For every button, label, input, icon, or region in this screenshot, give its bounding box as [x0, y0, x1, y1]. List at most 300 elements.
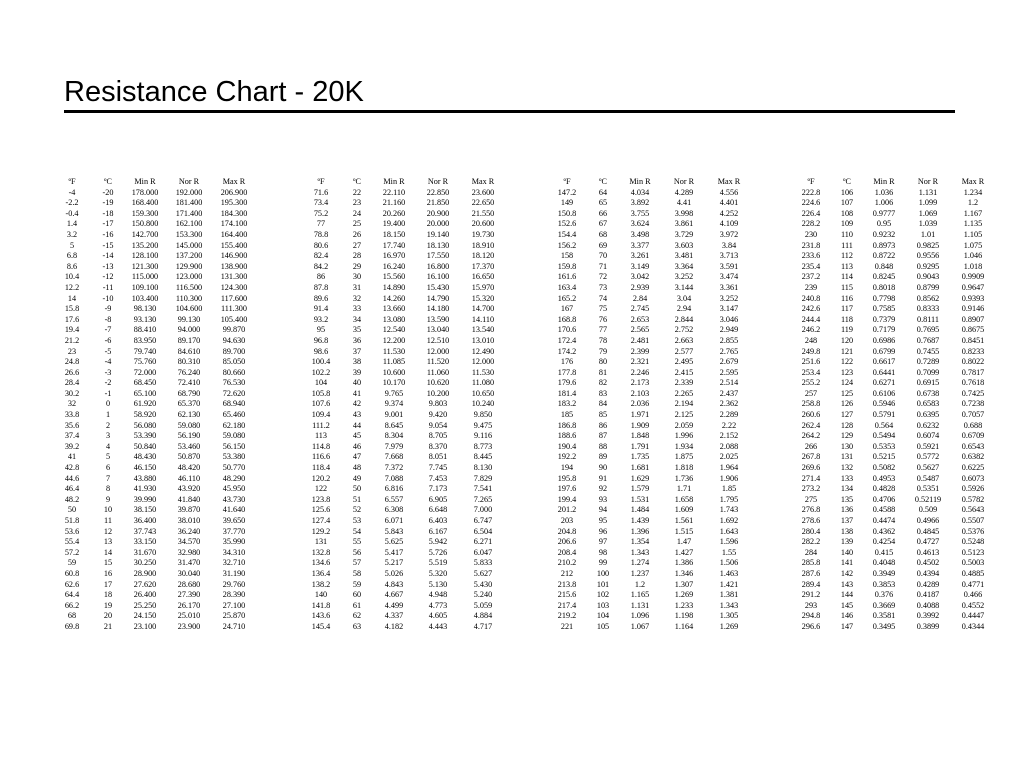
temp-c-cell: 91: [598, 473, 608, 483]
temp-c-cell: 130: [840, 441, 854, 451]
min-r-cell: 13.660: [382, 304, 406, 314]
min-r-cell: 0.5353: [872, 441, 896, 451]
temp-f-cell: 152.6: [557, 219, 577, 229]
min-r-cell: 0.7179: [872, 325, 896, 335]
nor-r-cell: 30.040: [177, 568, 201, 578]
temp-c-cell: 96: [598, 526, 608, 536]
nor-r-cell: 0.4289: [916, 579, 940, 589]
min-r-cell: 0.5791: [872, 410, 896, 420]
header-celsius: ºC: [353, 177, 361, 186]
table-row: [790, 452, 996, 463]
min-r-cell: 0.4048: [872, 558, 896, 568]
temp-c-cell: 19: [103, 600, 113, 610]
temp-f-cell: -4: [68, 187, 76, 197]
max-r-cell: 4.717: [473, 621, 493, 631]
min-r-cell: 20.260: [382, 208, 406, 218]
temp-c-cell: 105: [596, 621, 610, 631]
table-row: [51, 294, 257, 305]
table-row: [790, 262, 996, 273]
max-r-cell: 94.630: [222, 335, 246, 345]
temp-c-cell: 64: [598, 187, 608, 197]
min-r-cell: 18.150: [382, 229, 406, 239]
temp-f-cell: 21.2: [64, 335, 80, 345]
table-row: [790, 188, 996, 199]
temp-c-cell: 59: [352, 579, 362, 589]
temp-c-cell: -11: [102, 282, 114, 292]
nor-r-cell: 7.745: [428, 463, 448, 473]
max-r-cell: 56.150: [222, 441, 246, 451]
temp-f-cell: 73.4: [313, 198, 329, 208]
max-r-cell: 1.463: [719, 568, 739, 578]
max-r-cell: 0.5643: [961, 505, 985, 515]
table-row: [546, 505, 752, 516]
min-r-cell: 0.5494: [872, 431, 896, 441]
min-r-cell: 41.930: [133, 484, 157, 494]
table-row: [546, 569, 752, 580]
max-r-cell: 1.269: [719, 621, 739, 631]
nor-r-cell: 2.125: [674, 410, 694, 420]
temp-f-cell: 6.8: [66, 251, 78, 261]
temp-f-cell: 95: [316, 325, 326, 335]
table-row: [790, 558, 996, 569]
table-row: [790, 527, 996, 538]
min-r-cell: 178.000: [131, 187, 159, 197]
temp-c-cell: 61: [352, 600, 362, 610]
min-r-cell: 31.670: [133, 547, 157, 557]
temp-c-cell: 136: [840, 505, 854, 515]
temp-c-cell: 75: [598, 304, 608, 314]
temp-c-cell: 12: [103, 526, 113, 536]
max-r-cell: 39.650: [222, 516, 246, 525]
min-r-cell: 2.036: [630, 399, 650, 409]
max-r-cell: 1.506: [719, 558, 739, 568]
table-row: [546, 251, 752, 262]
temp-f-cell: 107.6: [311, 399, 331, 409]
temp-c-cell: 133: [840, 473, 854, 483]
min-r-cell: 0.4953: [872, 473, 896, 483]
nor-r-cell: 0.3899: [916, 621, 940, 631]
temp-f-cell: 237.2: [801, 272, 821, 282]
temp-f-cell: 296.6: [801, 621, 821, 631]
nor-r-cell: 11.060: [426, 367, 450, 377]
table-row: [790, 304, 996, 315]
max-r-cell: 0.9393: [961, 293, 985, 303]
nor-r-cell: 28.680: [177, 579, 201, 589]
min-r-cell: 1.791: [630, 441, 650, 451]
max-r-cell: 138.900: [220, 261, 248, 271]
nor-r-cell: 41.840: [177, 494, 201, 504]
temp-c-cell: 124: [840, 378, 854, 388]
max-r-cell: 0.5248: [961, 537, 985, 547]
min-r-cell: 0.5946: [872, 399, 896, 409]
nor-r-cell: 4.41: [676, 198, 692, 208]
temp-c-cell: 49: [352, 473, 362, 483]
nor-r-cell: 0.4088: [916, 600, 940, 610]
temp-f-cell: 35.6: [64, 420, 80, 430]
temp-c-cell: 84: [598, 399, 608, 409]
min-r-cell: 53.390: [133, 431, 157, 441]
min-r-cell: 14.890: [382, 282, 406, 292]
temp-c-cell: 103: [596, 600, 610, 610]
temp-f-cell: 294.8: [801, 611, 821, 621]
max-r-cell: 1.743: [719, 505, 739, 515]
temp-f-cell: 134.6: [311, 558, 331, 568]
nor-r-cell: 7.173: [428, 484, 448, 494]
temp-f-cell: 188.6: [557, 431, 577, 441]
min-r-cell: 21.160: [382, 198, 406, 208]
table-row: [546, 272, 752, 283]
max-r-cell: 1.85: [721, 484, 737, 494]
temp-c-cell: 145: [840, 600, 854, 610]
max-r-cell: 164.400: [220, 229, 248, 239]
temp-f-cell: 190.4: [557, 441, 577, 451]
nor-r-cell: 2.339: [674, 378, 694, 388]
table-row: [51, 283, 257, 294]
nor-r-cell: 65.370: [177, 399, 201, 409]
nor-r-cell: 1.233: [674, 600, 694, 610]
table-row: [790, 537, 996, 548]
table-row: [300, 315, 506, 326]
min-r-cell: 0.4588: [872, 505, 896, 515]
min-r-cell: 1.629: [630, 473, 650, 483]
temp-f-cell: 172.4: [557, 335, 577, 345]
table-row: [546, 537, 752, 548]
table-row: [546, 304, 752, 315]
temp-c-cell: 93: [598, 494, 608, 504]
nor-r-cell: 171.400: [175, 208, 203, 218]
nor-r-cell: 0.52119: [914, 494, 942, 504]
temp-f-cell: 98.6: [313, 346, 329, 356]
temp-f-cell: 249.8: [801, 346, 821, 356]
min-r-cell: 4.337: [384, 611, 404, 621]
max-r-cell: 5.240: [473, 590, 493, 600]
nor-r-cell: 19.140: [426, 229, 450, 239]
temp-f-cell: 231.8: [801, 240, 821, 250]
table-row: [790, 357, 996, 368]
table-row: [546, 548, 752, 559]
resistance-table-4: [790, 177, 996, 633]
temp-f-cell: 199.4: [557, 494, 577, 504]
nor-r-cell: 23.900: [177, 621, 201, 631]
temp-f-cell: 158: [560, 251, 574, 261]
temp-f-cell: 179.6: [557, 378, 577, 388]
min-r-cell: 1.006: [874, 198, 894, 208]
nor-r-cell: 1.307: [674, 579, 694, 589]
min-r-cell: 12.540: [382, 325, 406, 335]
min-r-cell: 6.816: [384, 484, 404, 494]
table-row: [51, 188, 257, 199]
min-r-cell: 2.939: [630, 282, 650, 292]
max-r-cell: 7.829: [473, 473, 493, 483]
table-row: [546, 336, 752, 347]
nor-r-cell: 1.164: [674, 621, 694, 631]
max-r-cell: 6.747: [473, 516, 493, 525]
temp-f-cell: 228.2: [801, 219, 821, 229]
temp-c-cell: 85: [598, 410, 608, 420]
nor-r-cell: 14.180: [426, 304, 450, 314]
nor-r-cell: 26.170: [177, 600, 201, 610]
nor-r-cell: 6.167: [428, 526, 448, 536]
table-row: [51, 442, 257, 453]
min-r-cell: 50.840: [133, 441, 157, 451]
header-min-r: Min R: [134, 177, 156, 186]
temp-f-cell: 5: [69, 240, 75, 250]
min-r-cell: 0.3581: [872, 611, 896, 621]
min-r-cell: 6.071: [384, 516, 404, 525]
temp-c-cell: 17: [103, 579, 113, 589]
temp-f-cell: 206.6: [557, 537, 577, 547]
max-r-cell: 105.400: [220, 314, 248, 324]
table-row: [300, 230, 506, 241]
nor-r-cell: 25.010: [177, 611, 201, 621]
max-r-cell: 2.025: [719, 452, 739, 462]
temp-f-cell: 62.6: [64, 579, 80, 589]
max-r-cell: 0.9909: [961, 272, 985, 282]
nor-r-cell: 0.6395: [916, 410, 940, 420]
nor-r-cell: 145.000: [175, 240, 203, 250]
temp-c-cell: 62: [352, 611, 362, 621]
nor-r-cell: 27.390: [177, 590, 201, 600]
temp-f-cell: 145.4: [311, 621, 331, 631]
max-r-cell: 3.046: [719, 314, 739, 324]
min-r-cell: 1.735: [630, 452, 650, 462]
min-r-cell: 46.150: [133, 463, 157, 473]
temp-c-cell: 110: [841, 229, 853, 239]
min-r-cell: 27.620: [133, 579, 157, 589]
max-r-cell: 4.884: [473, 611, 493, 621]
temp-f-cell: 222.8: [801, 187, 821, 197]
nor-r-cell: 2.059: [674, 420, 694, 430]
min-r-cell: 56.080: [133, 420, 157, 430]
max-r-cell: 7.541: [473, 484, 493, 494]
min-r-cell: 0.6271: [872, 378, 896, 388]
max-r-cell: 19.730: [471, 229, 495, 239]
max-r-cell: 4.556: [719, 187, 739, 197]
temp-f-cell: 253.4: [801, 367, 821, 377]
temp-f-cell: 287.6: [801, 568, 821, 578]
max-r-cell: 0.4552: [961, 600, 985, 610]
table-row: [790, 484, 996, 495]
temp-c-cell: 55: [352, 537, 362, 547]
table-row: [51, 569, 257, 580]
table-row: [51, 580, 257, 591]
temp-c-cell: 137: [840, 516, 854, 525]
table-row: [51, 325, 257, 336]
temp-f-cell: 30.2: [64, 388, 80, 398]
table-row: [300, 611, 506, 622]
temp-f-cell: 113: [315, 431, 327, 441]
min-r-cell: 3.377: [630, 240, 650, 250]
nor-r-cell: 5.726: [428, 547, 448, 557]
max-r-cell: 99.870: [222, 325, 246, 335]
temp-f-cell: 248: [804, 335, 818, 345]
temp-f-cell: 26.6: [64, 367, 80, 377]
nor-r-cell: 94.000: [177, 325, 201, 335]
nor-r-cell: 4.948: [428, 590, 448, 600]
temp-c-cell: 36: [352, 335, 362, 345]
temp-f-cell: 14: [67, 293, 77, 303]
temp-c-cell: -16: [102, 229, 114, 239]
nor-r-cell: 1.515: [674, 526, 694, 536]
table-row: [300, 283, 506, 294]
nor-r-cell: 0.509: [918, 505, 938, 515]
temp-c-cell: 100: [596, 568, 610, 578]
max-r-cell: 1.305: [719, 611, 739, 621]
max-r-cell: 184.300: [220, 208, 248, 218]
temp-f-cell: 271.4: [801, 473, 821, 483]
max-r-cell: 0.6382: [961, 452, 985, 462]
temp-f-cell: 273.2: [801, 484, 821, 494]
nor-r-cell: 1.996: [674, 431, 694, 441]
max-r-cell: 1.692: [719, 516, 739, 525]
temp-c-cell: -1: [104, 388, 112, 398]
min-r-cell: 0.7379: [872, 314, 896, 324]
page-title: Resistance Chart - 20K: [64, 76, 364, 108]
nor-r-cell: 2.415: [674, 367, 694, 377]
max-r-cell: 62.180: [222, 420, 246, 430]
min-r-cell: 0.7585: [872, 304, 896, 314]
min-r-cell: 3.149: [630, 261, 650, 271]
nor-r-cell: 0.6738: [916, 388, 940, 398]
min-r-cell: 12.200: [382, 335, 406, 345]
min-r-cell: 0.376: [874, 590, 894, 600]
temp-c-cell: 27: [352, 240, 362, 250]
min-r-cell: 4.843: [384, 579, 404, 589]
temp-c-cell: 14: [103, 547, 113, 557]
nor-r-cell: 46.110: [177, 473, 201, 483]
nor-r-cell: 0.8111: [917, 314, 939, 324]
temp-c-cell: 80: [598, 357, 608, 367]
min-r-cell: 38.150: [133, 505, 157, 515]
temp-c-cell: 11: [104, 516, 112, 525]
min-r-cell: 10.170: [382, 378, 406, 388]
temp-f-cell: -0.4: [65, 208, 79, 218]
nor-r-cell: 84.610: [177, 346, 201, 356]
nor-r-cell: 1.71: [676, 484, 692, 494]
header-fahrenheit: ºF: [563, 177, 571, 186]
temp-c-cell: 135: [840, 494, 854, 504]
temp-c-cell: 40: [352, 378, 362, 388]
temp-f-cell: 75.2: [313, 208, 329, 218]
temp-c-cell: 18: [103, 590, 113, 600]
min-r-cell: 23.100: [133, 621, 157, 631]
nor-r-cell: 20.900: [426, 208, 450, 218]
table-row: [300, 336, 506, 347]
min-r-cell: 0.5215: [872, 452, 896, 462]
temp-f-cell: 23: [67, 346, 77, 356]
max-r-cell: 12.490: [471, 346, 495, 356]
table-row: [546, 315, 752, 326]
max-r-cell: 11.530: [471, 367, 495, 377]
temp-f-cell: 233.6: [801, 251, 821, 261]
max-r-cell: 65.460: [222, 410, 246, 420]
max-r-cell: 146.900: [220, 251, 248, 261]
max-r-cell: 0.9647: [961, 282, 985, 292]
temp-c-cell: 42: [352, 399, 362, 409]
temp-f-cell: 136.4: [311, 568, 331, 578]
table-row: [300, 368, 506, 379]
nor-r-cell: 0.4187: [916, 590, 940, 600]
nor-r-cell: 1.386: [674, 558, 694, 568]
temp-f-cell: 69.8: [64, 621, 80, 631]
max-r-cell: 0.8233: [961, 346, 985, 356]
temp-c-cell: 102: [596, 590, 610, 600]
min-r-cell: 7.668: [384, 452, 404, 462]
table-row: [790, 336, 996, 347]
table-row: [300, 463, 506, 474]
nor-r-cell: 2.577: [674, 346, 694, 356]
temp-f-cell: 3.2: [66, 229, 78, 239]
nor-r-cell: 10.620: [426, 378, 450, 388]
temp-c-cell: 45: [352, 431, 362, 441]
table-row: [300, 505, 506, 516]
table-header-row: [790, 177, 996, 188]
table-row: [790, 283, 996, 294]
nor-r-cell: 2.752: [674, 325, 694, 335]
temp-f-cell: 159.8: [557, 261, 577, 271]
table-row: [546, 399, 752, 410]
max-r-cell: 0.4885: [961, 568, 985, 578]
nor-r-cell: 181.400: [175, 198, 203, 208]
min-r-cell: 1.036: [874, 187, 894, 197]
min-r-cell: 1.067: [630, 621, 650, 631]
table-row: [790, 622, 996, 633]
max-r-cell: 2.22: [721, 420, 737, 430]
table-row: [51, 527, 257, 538]
temp-f-cell: 125.6: [311, 505, 331, 515]
temp-f-cell: 291.2: [801, 590, 821, 600]
max-r-cell: 25.870: [222, 611, 246, 621]
nor-r-cell: 9.054: [428, 420, 448, 430]
table-row: [300, 410, 506, 421]
temp-c-cell: -4: [104, 357, 112, 367]
temp-c-cell: 29: [352, 261, 362, 271]
min-r-cell: 2.173: [630, 378, 650, 388]
table-row: [300, 188, 506, 199]
min-r-cell: 11.530: [382, 346, 406, 356]
temp-c-cell: 38: [352, 357, 362, 367]
nor-r-cell: 0.3992: [916, 611, 940, 621]
temp-f-cell: 176: [560, 357, 574, 367]
nor-r-cell: 1.269: [674, 590, 694, 600]
table-row: [546, 230, 752, 241]
temp-f-cell: 111.2: [312, 420, 330, 430]
temp-f-cell: 105.8: [311, 388, 331, 398]
max-r-cell: 8.130: [473, 463, 493, 473]
temp-f-cell: 195.8: [557, 473, 577, 483]
min-r-cell: 10.600: [382, 367, 406, 377]
min-r-cell: 0.3669: [872, 600, 896, 610]
max-r-cell: 1.381: [719, 590, 739, 600]
max-r-cell: 0.6073: [961, 473, 985, 483]
min-r-cell: 75.760: [133, 357, 157, 367]
temp-c-cell: 20: [103, 611, 113, 621]
temp-f-cell: 242.6: [801, 304, 821, 314]
nor-r-cell: 2.265: [674, 388, 694, 398]
table-row: [790, 590, 996, 601]
temp-f-cell: 82.4: [313, 251, 329, 261]
nor-r-cell: 0.5351: [916, 484, 940, 494]
nor-r-cell: 0.6583: [916, 399, 940, 409]
nor-r-cell: 0.4966: [916, 516, 940, 525]
table-row: [300, 198, 506, 209]
temp-f-cell: 64.4: [64, 590, 80, 600]
min-r-cell: 3.755: [630, 208, 650, 218]
temp-c-cell: 4: [105, 441, 111, 451]
min-r-cell: 168.400: [131, 198, 159, 208]
nor-r-cell: 43.920: [177, 484, 201, 494]
nor-r-cell: 4.605: [428, 611, 448, 621]
